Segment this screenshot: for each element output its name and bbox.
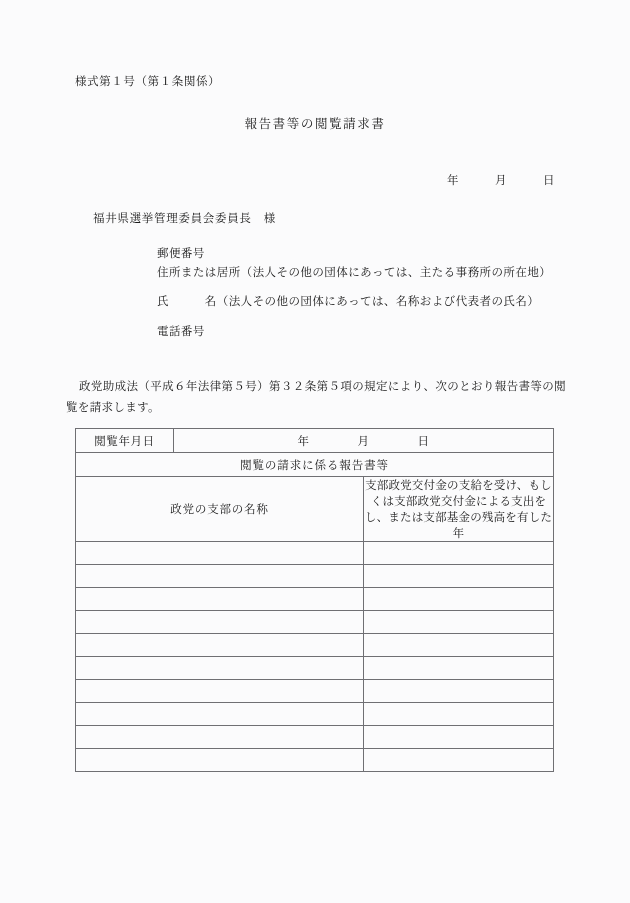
cell-branch-name[interactable] — [76, 680, 364, 703]
cell-branch-name[interactable] — [76, 611, 364, 634]
cell-year[interactable] — [364, 588, 554, 611]
table-row — [76, 611, 554, 634]
cell-branch-name[interactable] — [76, 634, 364, 657]
cell-branch-name[interactable] — [76, 588, 364, 611]
cell-branch-name[interactable] — [76, 657, 364, 680]
viewing-date-value[interactable]: 年 月 日 — [174, 429, 554, 453]
cell-year[interactable] — [364, 703, 554, 726]
column-header-row — [76, 477, 554, 542]
table-row — [76, 542, 554, 565]
cell-branch-name[interactable] — [76, 703, 364, 726]
table-row — [76, 726, 554, 749]
form-number: 様式第１号（第１条関係） — [75, 74, 221, 88]
cell-branch-name[interactable] — [76, 726, 364, 749]
section-header: 閲覧の請求に係る報告書等 — [76, 453, 554, 477]
table-row — [76, 657, 554, 680]
column-header-branch-name: 政党の支部の名称 — [76, 477, 364, 542]
request-table — [75, 428, 554, 772]
request-table-body — [76, 429, 554, 772]
table-row — [76, 703, 554, 726]
cell-year[interactable] — [364, 611, 554, 634]
applicant-spacer-1 — [157, 282, 551, 292]
cell-year[interactable] — [364, 657, 554, 680]
cell-year[interactable] — [364, 680, 554, 703]
phone-label: 電話番号 — [157, 324, 205, 338]
addressee-line: 福井県選挙管理委員会委員長 様 — [93, 211, 276, 225]
applicant-spacer-2 — [157, 311, 551, 322]
table-row — [76, 588, 554, 611]
postal-code-label: 郵便番号 — [157, 246, 205, 260]
table-row — [76, 565, 554, 588]
cell-branch-name[interactable] — [76, 542, 364, 565]
cell-year[interactable] — [364, 542, 554, 565]
page-title: 報告書等の閲覧請求書 — [244, 116, 386, 131]
column-header-year: 支部政党交付金の支給を受け、もしくは支部政党交付金による支出をし、または支部基金の残高を有した年 — [364, 478, 553, 540]
viewing-date-row — [76, 429, 554, 453]
submission-date-line: 年 月 日 — [447, 173, 555, 187]
applicant-block — [157, 244, 551, 341]
table-row — [76, 680, 554, 703]
viewing-date-label: 閲覧年月日 — [76, 429, 174, 453]
request-statement: 政党助成法（平成６年法律第５号）第３２条第５項の規定により、次のとおり報告書等の閲覧を請求します。 — [66, 379, 566, 414]
table-row — [76, 749, 554, 772]
cell-year[interactable] — [364, 565, 554, 588]
section-header-row — [76, 453, 554, 477]
table-row — [76, 634, 554, 657]
request-table-wrapper — [75, 428, 554, 772]
cell-year[interactable] — [364, 749, 554, 772]
cell-branch-name[interactable] — [76, 749, 364, 772]
cell-branch-name[interactable] — [76, 565, 364, 588]
cell-year[interactable] — [364, 634, 554, 657]
address-label: 住所または居所（法人その他の団体にあっては、主たる事務所の所在地） — [157, 265, 552, 279]
cell-year[interactable] — [364, 726, 554, 749]
name-label: 氏 名（法人その他の団体にあっては、名称および代表者の氏名） — [157, 294, 540, 308]
